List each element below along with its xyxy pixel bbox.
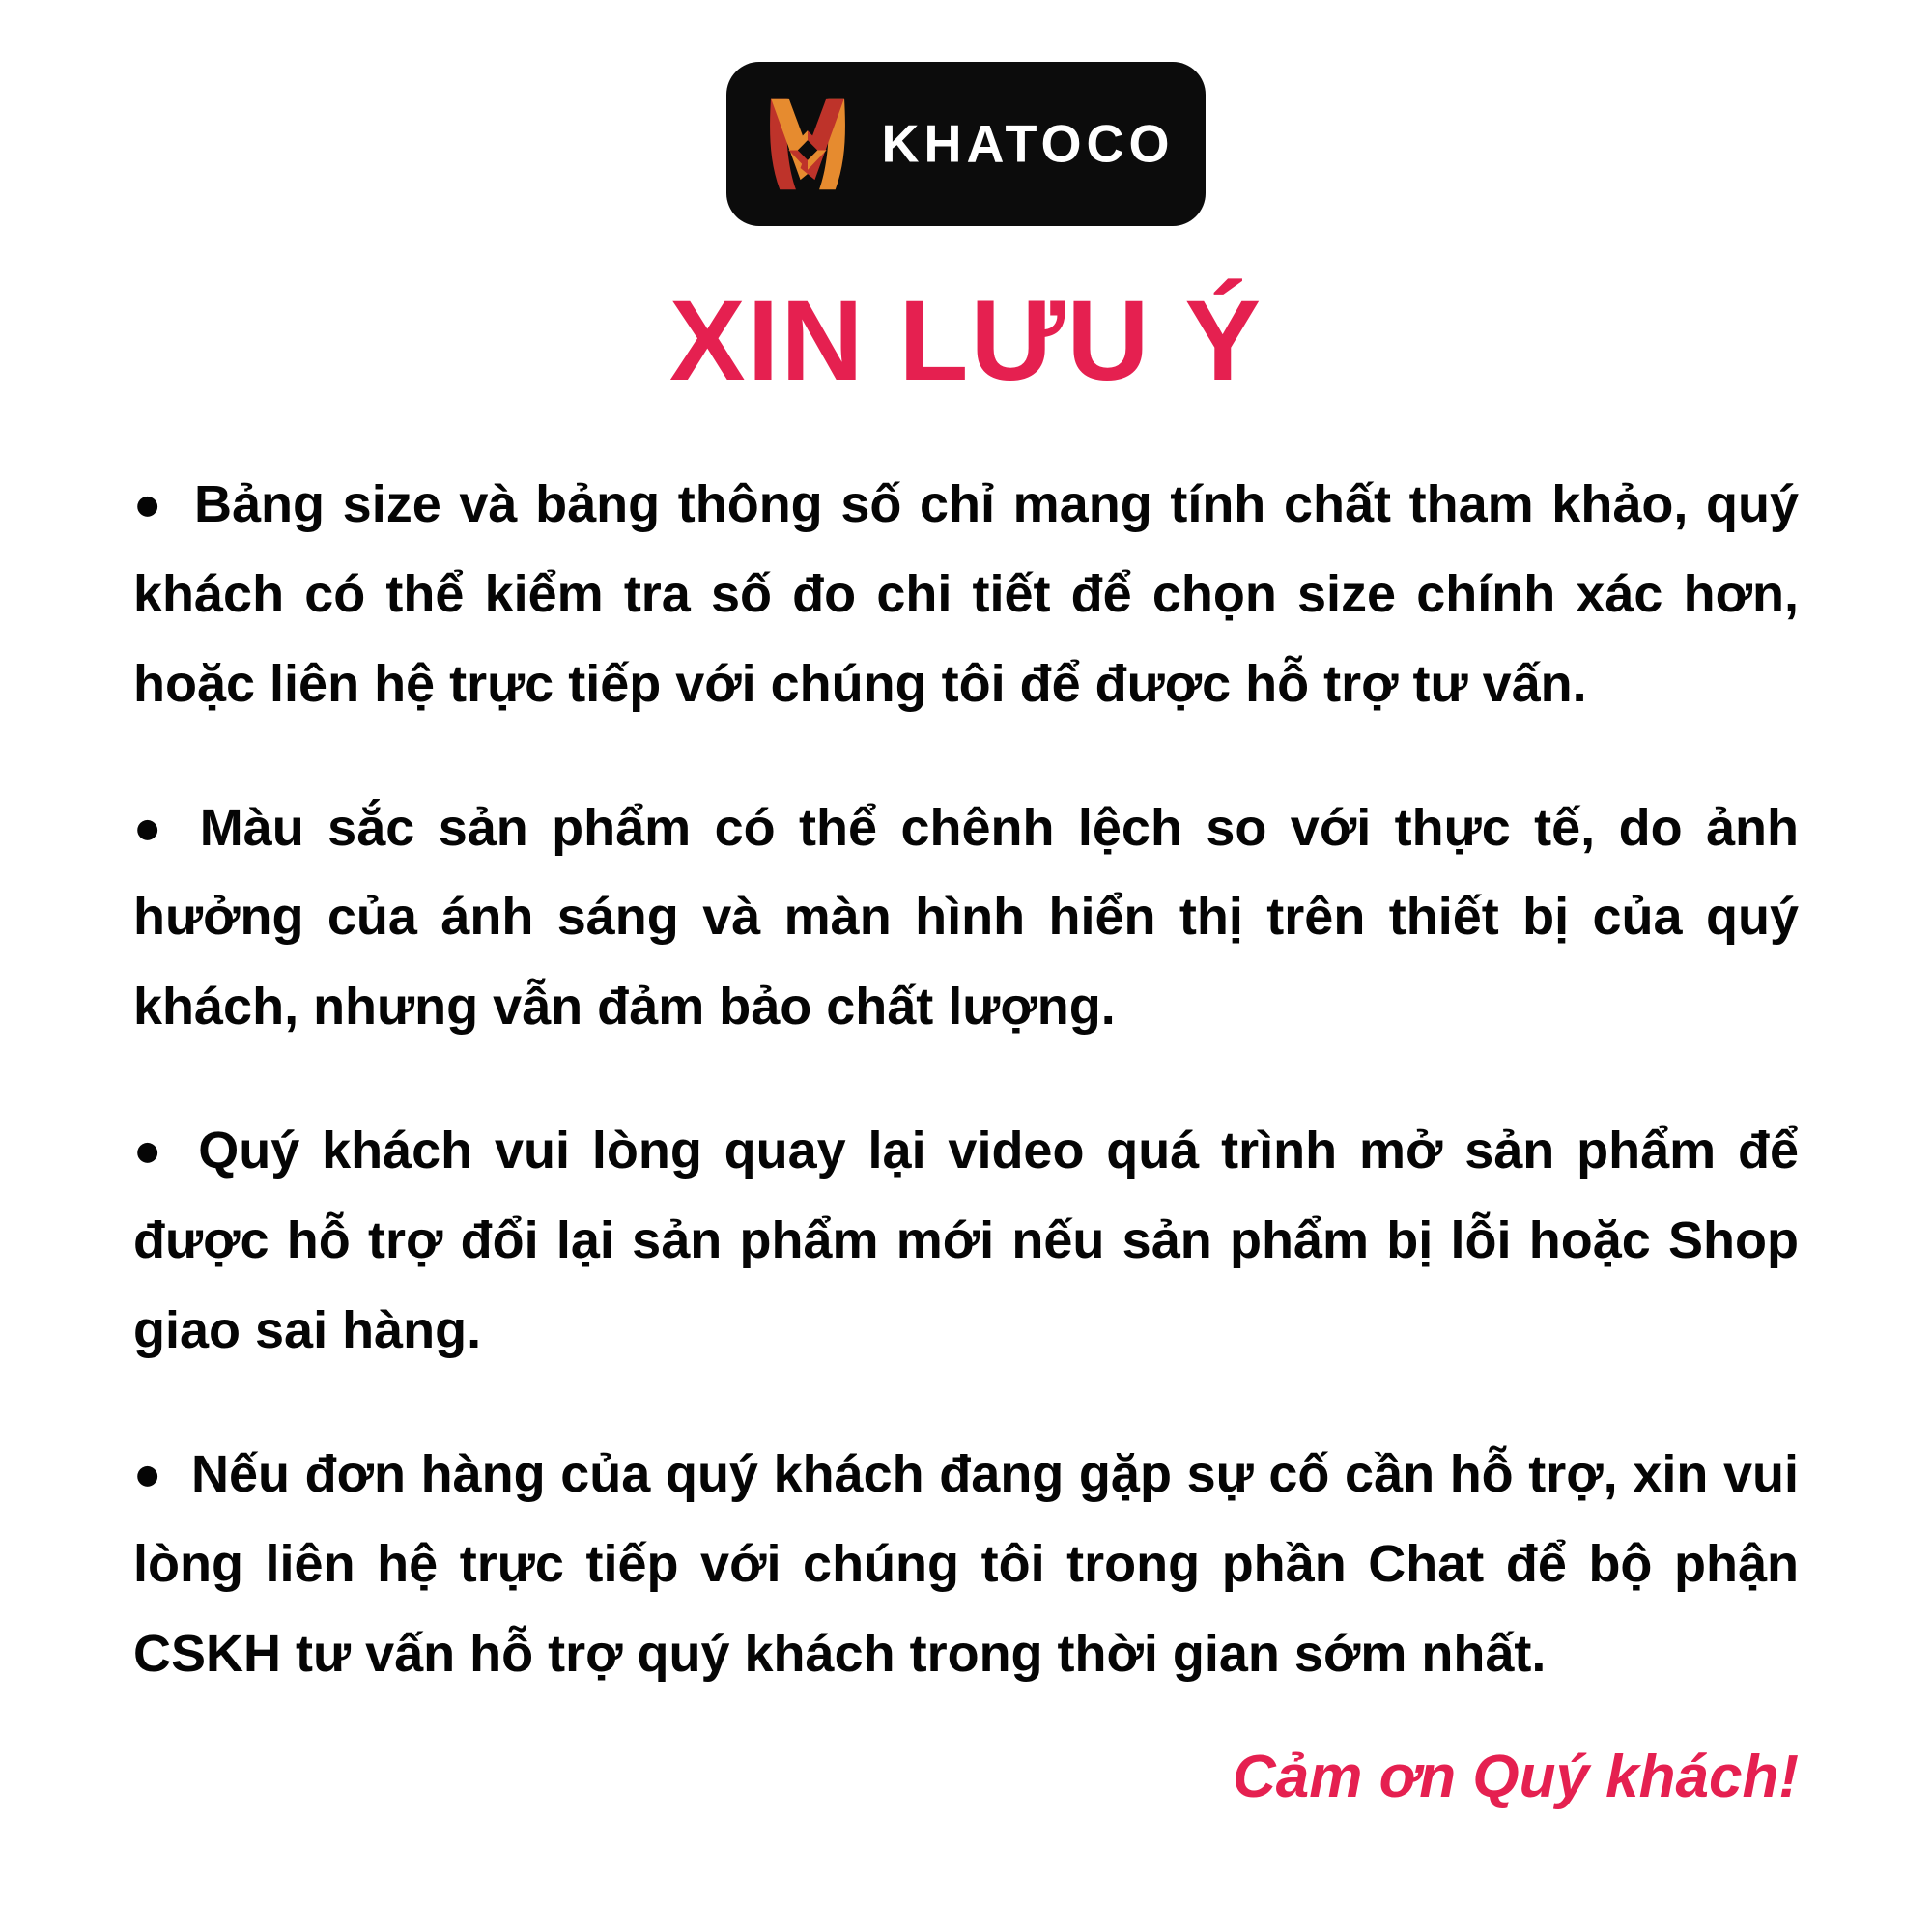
bullet-icon: ● [133,1447,162,1500]
note-item-color-difference [133,783,1799,1053]
note-text: Quý khách vui lòng quay lại video quá trình mở sản phẩm để được hỗ trợ đổi lại sản phẩm mới nếu sản phẩm bị lỗi hoặc Shop giao sai hàng. [133,1122,1799,1359]
bullet-icon: ● [133,801,171,854]
khatoco-monogram-icon [758,86,857,202]
note-item-size-chart [133,460,1799,729]
closing-thanks: Cảm ơn Quý khách! [1233,1744,1799,1811]
note-text: Màu sắc sản phẩm có thể chênh lệch so với thực tế, do ảnh hưởng của ánh sáng và màn hình hiển thị trên thiết bị của quý khách, nhưng vẫn đảm bảo chất lượng. [133,798,1799,1037]
note-text: Nếu đơn hàng của quý khách đang gặp sự cố cần hỗ trợ, xin vui lòng liên hệ trực tiếp với chúng tôi trong phần Chat để bộ phận CSKH tư vấn hỗ trợ quý khách trong thời gian sớm nhất. [133,1444,1800,1683]
note-text: Bảng size và bảng thông số chỉ mang tính chất tham khảo, quý khách có thể kiểm tra số đo chi tiết để chọn size chính xác hơn, hoặc liên hệ trực tiếp với chúng tôi để được hỗ trợ tư vấn. [133,474,1799,713]
brand-name: KHATOCO [881,114,1175,174]
khatoco-logo [726,62,1206,226]
bullet-icon: ● [133,477,166,530]
page-title: XIN LƯU Ý [668,277,1264,405]
bullet-icon: ● [133,1124,170,1178]
notes-list [133,460,1799,1699]
note-item-unboxing-video [133,1106,1799,1376]
note-item-order-support [133,1430,1799,1699]
